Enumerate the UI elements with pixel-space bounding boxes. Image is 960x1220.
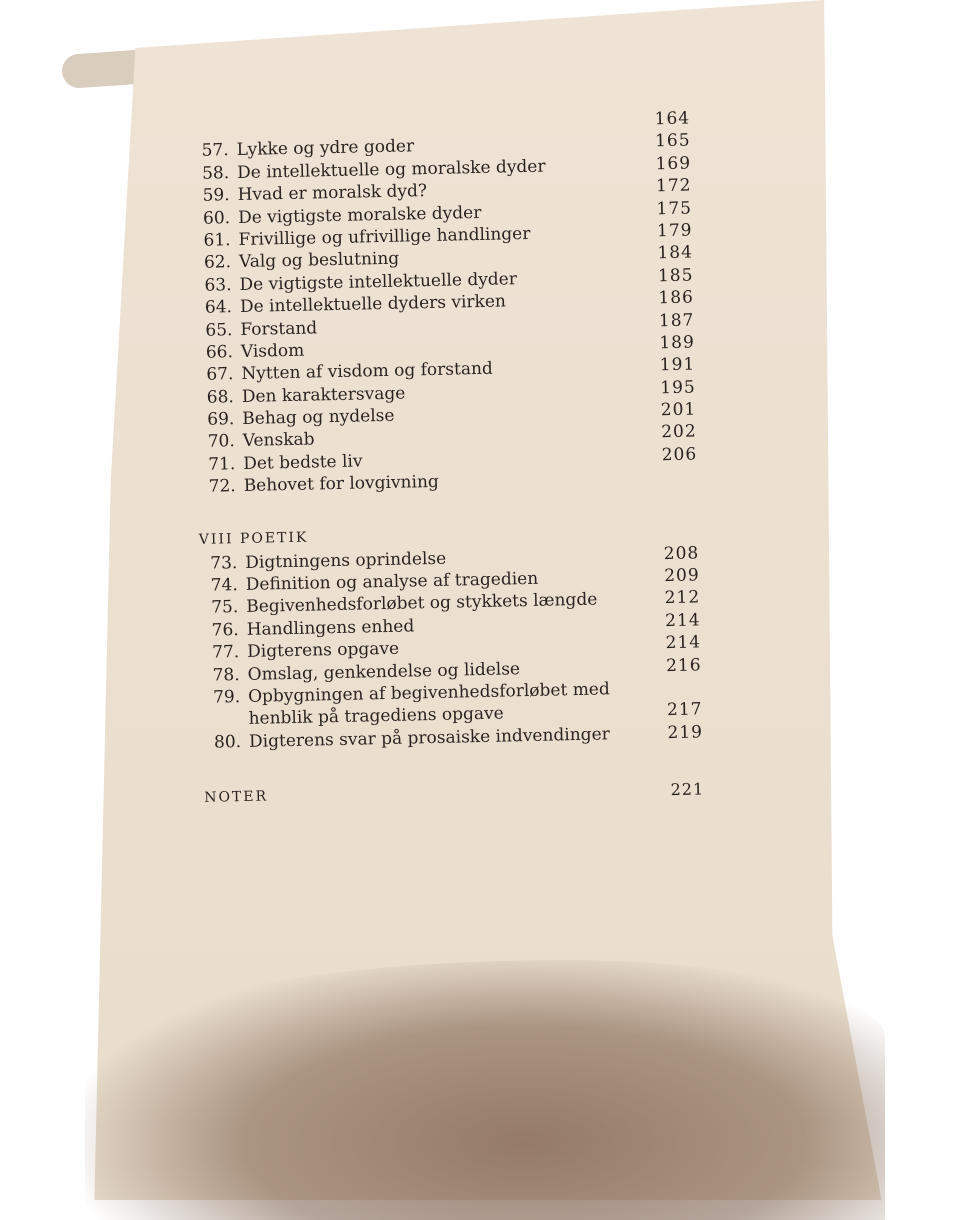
entry-number: 77. (211, 642, 240, 663)
entry-page: 169 (655, 153, 692, 175)
entry-number: 57. (201, 140, 229, 162)
entry-page: 189 (659, 332, 696, 354)
hand-shadow (85, 960, 885, 1220)
entry-number: 71. (208, 453, 236, 475)
entry-number: 73. (210, 552, 238, 574)
entry-number: 65. (205, 319, 233, 341)
entry-page (650, 692, 702, 693)
entry-number: 68. (206, 386, 235, 408)
entry-title: Visdom (240, 340, 305, 362)
entry-number: 63. (204, 274, 232, 296)
entry-page: 185 (657, 265, 694, 286)
entry-number: 66. (205, 342, 234, 363)
entry-number: 80. (213, 731, 242, 753)
entry-title: Valg og beslutning (238, 248, 400, 273)
section-heading: VIII POETIK (198, 529, 309, 548)
entry-number (203, 724, 241, 725)
entry-page (646, 482, 698, 483)
entry-page: 179 (656, 220, 693, 242)
entry-title: Behovet for lovgivning (243, 472, 440, 497)
entry-title: De intellektuelle dyders virken (239, 291, 507, 318)
entry-title: Behag og nydelse (242, 405, 395, 430)
entry-title: Opbygningen af begivenhedsforløbet med (247, 679, 610, 707)
section-entries-list (199, 542, 703, 754)
entry-title: De vigtigste moralske dyder (237, 202, 482, 228)
entry-title: Definition og analyse af tragedien (245, 568, 539, 595)
noter-label: NOTER (204, 788, 269, 807)
entry-title: Lykke og ydre goder (236, 136, 415, 161)
entry-title: Omslag, genkendelse og lidelse (247, 658, 521, 685)
entry-number: 75. (211, 597, 239, 619)
entry-page: 209 (664, 565, 700, 587)
entry-page: 175 (656, 198, 693, 219)
entry-title: De intellektuelle og moralske dyder (236, 156, 546, 183)
entry-number: 59. (202, 185, 230, 206)
entry-title: Digterens svar på prosaiske indvendinger (248, 724, 610, 752)
entry-number: 61. (203, 230, 231, 251)
entry-title: Frivillige og ufrivillige handlinger (238, 223, 531, 250)
entry-number: 64. (204, 297, 233, 318)
entry-page: 165 (654, 130, 691, 152)
entry-number: 67. (206, 364, 234, 386)
entry-number: 58. (201, 162, 230, 184)
entry-page: 219 (667, 722, 704, 743)
entry-title: Hvad er moralsk dyd? (237, 181, 428, 206)
entry-page: 208 (663, 543, 700, 564)
table-of-contents (190, 108, 704, 809)
entry-page: 212 (664, 587, 701, 609)
entries-list (190, 130, 697, 499)
entry-title: Digtningens oprindelse (245, 548, 447, 573)
entry-page: 184 (657, 242, 694, 264)
entry-number: 69. (207, 409, 235, 430)
entry-title: Den karaktersvage (241, 383, 406, 407)
entry-title: Begivenhedsforløbet og stykkets længde (246, 590, 598, 618)
entry-page: 202 (661, 421, 697, 443)
entry-number: 78. (212, 664, 240, 686)
entry-title: Nytten af visdom og forstand (241, 359, 494, 385)
entry-number: 74. (210, 575, 239, 596)
entry-title: henblik på tragediens opgave (248, 703, 504, 730)
noter-page: 221 (670, 779, 705, 800)
entry-page: 191 (659, 354, 696, 376)
entry-page: 195 (660, 377, 696, 398)
entry-title: Venskab (242, 429, 315, 452)
entry-title: De vigtigste intellektuelle dyder (239, 268, 518, 295)
entry-page: 214 (665, 632, 702, 654)
entry-page: 217 (666, 699, 703, 721)
entry-number: 79. (212, 687, 241, 708)
entry-title: Digterens opgave (246, 638, 400, 663)
entry-page: 172 (655, 175, 692, 197)
entry-title: Det bedste liv (243, 451, 363, 474)
entry-page: 187 (658, 310, 695, 331)
entry-page: 216 (665, 655, 702, 676)
entry-number: 60. (202, 207, 231, 229)
entry-page: 206 (661, 444, 698, 466)
entry-number: 72. (208, 476, 236, 497)
entry-page: 201 (660, 399, 697, 421)
entry-number: 62. (203, 252, 232, 274)
entry-title: Handlingens enhed (246, 616, 415, 640)
entry-page: 186 (658, 287, 695, 309)
entry-number: 70. (207, 431, 235, 453)
entry-number: 76. (211, 619, 239, 641)
entry-title: Forstand (240, 317, 318, 340)
entry-page: 214 (664, 610, 701, 631)
page-number: 164 (654, 108, 691, 130)
